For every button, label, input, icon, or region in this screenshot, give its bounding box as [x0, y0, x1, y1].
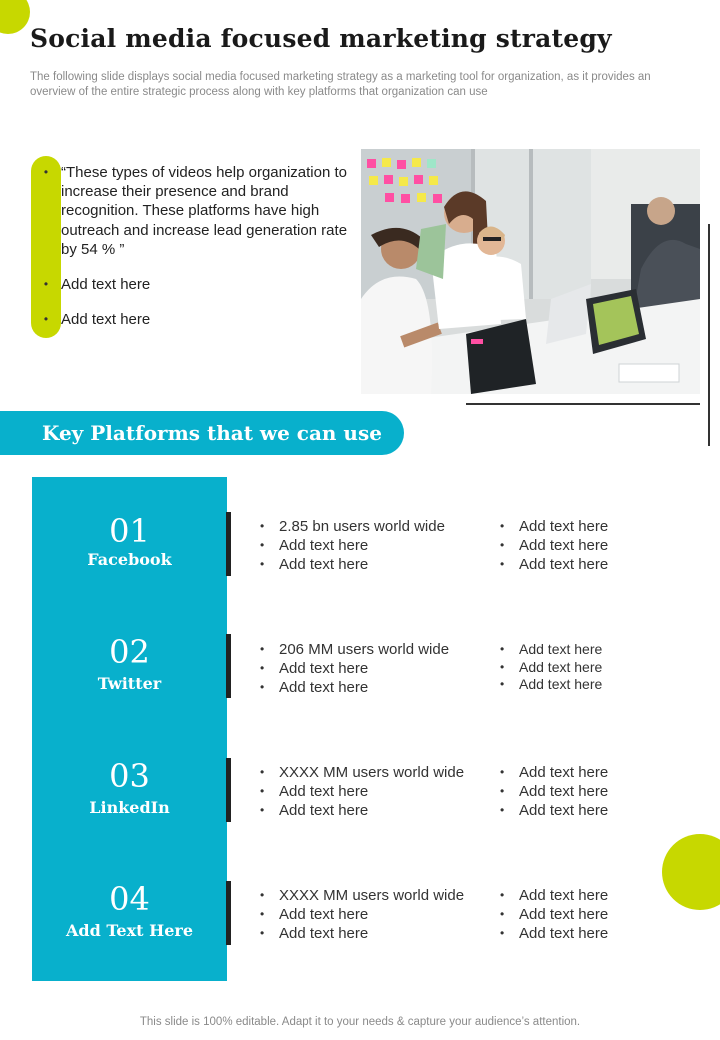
bullet-icon: •: [260, 519, 265, 533]
photo-underline: [466, 403, 700, 405]
list-item: [259, 640, 449, 659]
intro-quote-item: [42, 163, 354, 259]
list-item: [499, 924, 608, 943]
platform-stats-list: [259, 640, 449, 697]
platform-number: 04: [109, 880, 150, 918]
bullet-icon: •: [500, 557, 505, 571]
list-item-text: Add text here: [519, 658, 603, 675]
bullet-icon: •: [260, 907, 265, 921]
list-item-text: Add text here: [279, 556, 369, 573]
intro-list-item: [42, 310, 354, 329]
bullet-icon: •: [43, 312, 49, 327]
list-item: [259, 886, 464, 905]
bullet-icon: •: [43, 165, 49, 179]
platform-name: Facebook: [87, 550, 172, 569]
list-item: [259, 905, 464, 924]
bullet-icon: •: [500, 659, 505, 674]
intro-quote-text: “These types of videos help organization to increase their presence and brand recognition. These platforms have high outreach and increase lead generation rate by 54 % ”: [61, 164, 348, 258]
list-item: [259, 801, 464, 820]
list-item: [499, 659, 602, 677]
list-item-text: Add text here: [279, 783, 369, 800]
list-item: [499, 782, 608, 801]
footer-note: This slide is 100% editable. Adapt it to your needs & capture your audience’s attention.: [139, 1016, 581, 1028]
bullet-icon: •: [260, 557, 265, 571]
list-item-text: Add text here: [519, 906, 609, 923]
bullet-icon: •: [260, 926, 265, 940]
bullet-icon: •: [500, 765, 505, 779]
platform-notes-list: [499, 517, 608, 574]
bullet-icon: •: [260, 538, 265, 552]
photo-side-rule: [708, 224, 710, 446]
intro-bullet-list: [42, 163, 354, 345]
bullet-icon: •: [260, 661, 265, 675]
platform-notes-list: [499, 763, 608, 820]
platform-name: LinkedIn: [89, 798, 170, 817]
list-item: [259, 763, 464, 782]
list-item-text: Add text here: [279, 906, 369, 923]
bullet-icon: •: [260, 680, 265, 694]
list-item-text: Add text here: [519, 641, 603, 657]
platform-divider: [226, 881, 231, 945]
list-item-text: Add text here: [519, 783, 609, 800]
intro-item-text: Add text here: [61, 276, 151, 294]
bullet-icon: •: [260, 765, 265, 779]
intro-list-item: [42, 275, 354, 294]
section-banner-title: Key Platforms that we can use: [42, 421, 382, 445]
list-item: [259, 555, 445, 574]
bullet-icon: •: [500, 888, 505, 902]
list-item-text: XXXX MM users world wide: [279, 764, 465, 781]
bullet-icon: •: [500, 677, 505, 692]
bullet-icon: •: [500, 803, 505, 817]
list-item: [499, 536, 608, 555]
bullet-icon: •: [260, 642, 265, 656]
list-item: [499, 676, 602, 694]
platform-name: Twitter: [97, 674, 162, 693]
platform-name: Add Text Here: [65, 921, 193, 940]
list-item-text: 206 MM users world wide: [279, 641, 450, 658]
list-item: [499, 555, 608, 574]
platform-stats-list: [259, 763, 464, 820]
page-subtitle: The following slide displays social media focused marketing strategy as a marketing tool for organization, as it provides an overview of the entire strategic process along with key platforms that organization can use: [30, 71, 651, 98]
list-item-text: Add text here: [279, 802, 369, 819]
bullet-icon: •: [500, 642, 505, 656]
list-item-text: Add text here: [519, 802, 609, 819]
bullet-icon: •: [500, 926, 505, 940]
list-item: [259, 536, 445, 555]
list-item-text: Add text here: [519, 764, 609, 781]
list-item-text: Add text here: [519, 925, 609, 942]
platform-notes-list: [499, 886, 608, 943]
list-item: [499, 641, 602, 659]
bullet-icon: •: [43, 277, 49, 292]
bullet-icon: •: [260, 803, 265, 817]
list-item: [499, 801, 608, 820]
bullet-icon: •: [500, 519, 505, 533]
list-item-text: 2.85 bn users world wide: [279, 518, 445, 535]
decorative-circle-bottom-right: [662, 834, 720, 910]
platform-number: 03: [109, 757, 150, 795]
intro-item-text: Add text here: [61, 311, 151, 329]
platform-divider: [226, 512, 231, 576]
platform-number: 01: [109, 512, 150, 550]
platform-divider: [226, 634, 231, 698]
list-item: [259, 678, 449, 697]
list-item-text: Add text here: [519, 518, 609, 535]
photo-illustration: [361, 149, 700, 394]
list-item: [499, 517, 608, 536]
bullet-icon: •: [260, 888, 265, 902]
platform-stats-list: [259, 886, 464, 943]
bullet-icon: •: [500, 538, 505, 552]
list-item: [259, 517, 445, 536]
list-item: [499, 886, 608, 905]
platform-notes-list: [499, 641, 602, 694]
team-meeting-photo: [361, 149, 700, 394]
list-item: [259, 782, 464, 801]
bullet-icon: •: [260, 784, 265, 798]
list-item-text: Add text here: [279, 537, 369, 554]
list-item-text: Add text here: [279, 679, 369, 696]
list-item-text: Add text here: [519, 676, 603, 693]
list-item-text: Add text here: [519, 556, 609, 573]
list-item: [499, 763, 608, 782]
decorative-circle-top-left: [0, 0, 30, 34]
list-item: [259, 659, 449, 678]
list-item: [499, 905, 608, 924]
list-item-text: XXXX MM users world wide: [279, 887, 465, 904]
bullet-icon: •: [500, 784, 505, 798]
list-item-text: Add text here: [519, 887, 609, 904]
platform-number: 02: [109, 633, 150, 671]
platform-divider: [226, 758, 231, 822]
bullet-icon: •: [500, 907, 505, 921]
list-item: [259, 924, 464, 943]
page-title: Social media focused marketing strategy: [30, 24, 612, 53]
platform-stats-list: [259, 517, 445, 574]
list-item-text: Add text here: [279, 660, 369, 677]
list-item-text: Add text here: [279, 925, 369, 942]
list-item-text: Add text here: [519, 537, 609, 554]
